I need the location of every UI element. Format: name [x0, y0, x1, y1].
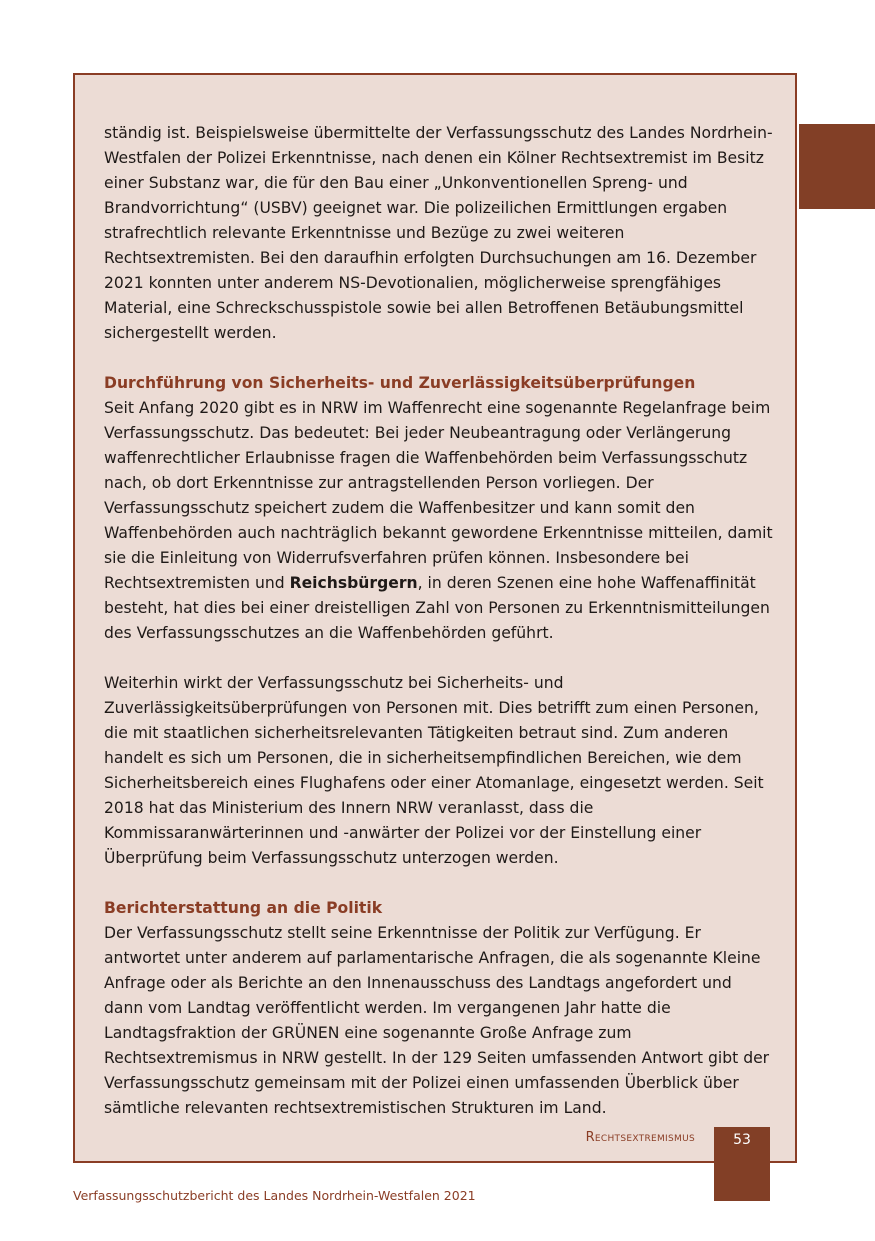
running-section-title: Rechtsextremismus — [585, 1130, 695, 1145]
page-number: 53 — [733, 1132, 751, 1148]
paragraph-gap — [104, 871, 774, 896]
paragraph-gap — [104, 646, 774, 671]
paragraph-2-text-end: , in deren Szenen eine hohe Waffenaffinität besteht, hat dies bei einer dreistelligen Zahl von Personen zu Erkenntnismitteilungen des Verfassungsschutzes an die Waffenbehörden geführt. — [104, 574, 770, 642]
section-heading-checks: Durchführung von Sicherheits- und Zuverlässigkeitsüberprüfungen — [104, 374, 696, 392]
paragraph-2 — [104, 396, 774, 646]
page-body — [104, 121, 774, 1121]
paragraph-gap — [104, 346, 774, 371]
chapter-tab-marker — [799, 124, 875, 209]
paragraph-4: Der Verfassungsschutz stellt seine Erkenntnisse der Politik zur Verfügung. Er antwortet unter anderem auf parlamentarische Anfragen, die als sogenannte Kleine Anfrage oder als Berichte an den Innenausschuss des Landtags angefordert und dann vom Landtag veröffentlicht werden. Im vergangenen Jahr hatte die Landtagsfraktion der GRÜNEN eine sogenannte Große Anfrage zum Rechtsextremismus in NRW gestellt. In der 129 Seiten umfassenden Antwort gibt der Verfassungsschutz gemeinsam mit der Polizei einen umfassenden Überblick über sämtliche relevanten rechtsextremistischen Strukturen im Land. — [104, 924, 770, 1117]
paragraph-3: Weiterhin wirkt der Verfassungsschutz bei Sicherheits- und Zuverlässigkeitsüberprüfungen von Personen mit. Dies betrifft zum einen Personen, die mit staatlichen sicherheitsrelevanten Tätigkeiten betraut sind. Zum anderen handelt es sich um Personen, die in sicherheitsempfindlichen Bereichen, wie dem Sicherheitsbereich eines Flughafens oder einer Atomanlage, eingesetzt werden. Seit 2018 hat das Ministerium des Innern NRW veranlasst, dass die Kommissaranwärterinnen und -anwärter der Polizei vor der Einstellung einer Überprüfung beim Verfassungsschutz unterzogen werden. — [104, 674, 764, 867]
publication-footer: Verfassungsschutzbericht des Landes Nordrhein-Westfalen 2021 — [73, 1188, 476, 1203]
section-heading-politics: Berichterstattung an die Politik — [104, 899, 383, 917]
paragraph-1: ständig ist. Beispielsweise übermittelte der Verfassungsschutz des Landes Nordrhein-Westfalen der Polizei Erkenntnisse, nach denen ein Kölner Rechtsextremist im Besitz einer Substanz war, die für den Bau einer „Unkonventionellen Spreng- und Brandvorrichtung“ (USBV) geeignet war. Die polizeilichen Ermittlungen ergaben strafrechtlich relevante Erkenntnisse und Bezüge zu zwei weiteren Rechtsextremisten. Bei den daraufhin erfolgten Durchsuchungen am 16. Dezember 2021 konnten unter anderem NS-Devotionalien, möglicherweise sprengfähiges Material, eine Schreckschusspistole sowie bei allen Betroffenen Betäubungsmittel sichergestellt werden. — [104, 124, 773, 342]
paragraph-2-text-start: Seit Anfang 2020 gibt es in NRW im Waffenrecht eine sogenannte Regelanfrage beim Verfassungsschutz. Das bedeutet: Bei jeder Neubeantragung oder Verlängerung waffenrechtlicher Erlaubnisse fragen die Waffenbehörden beim Verfassungsschutz nach, ob dort Erkenntnisse zur antragstellenden Person vorliegen. Der Verfassungsschutz speichert zudem die Waffenbesitzer und kann somit den Waffenbehörden auch nachträglich bekannt gewordene Erkenntnisse mitteilen, damit sie die Einleitung von Widerrufsverfahren prüfen können. Insbesondere bei Rechtsextremisten und — [104, 399, 773, 592]
paragraph-2-bold-term: Reichsbürgern — [289, 574, 418, 592]
